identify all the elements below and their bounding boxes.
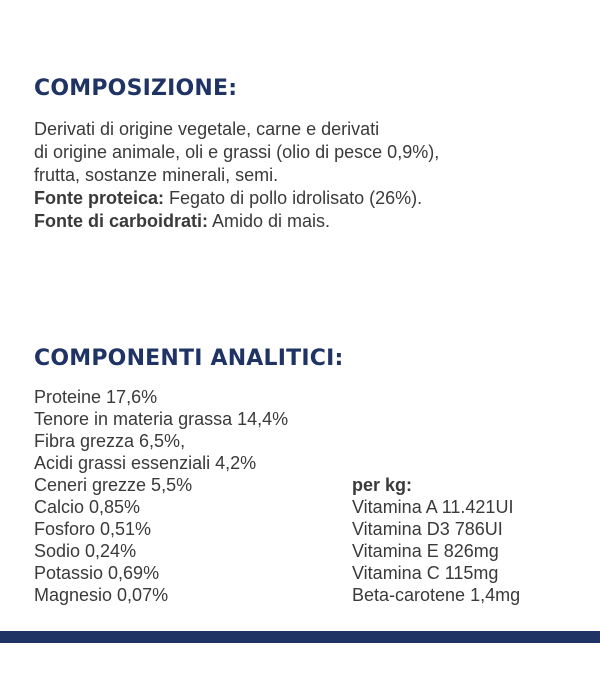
composition-line-3: frutta, sostanze minerali, semi.	[34, 165, 279, 185]
protein-source-value: Fegato di pollo idrolisato (26%).	[164, 188, 423, 208]
analytical-item: Calcio 0,85%	[34, 497, 141, 517]
carb-source-line	[34, 210, 594, 233]
analytical-item: Tenore in materia grassa 14,4%	[34, 409, 289, 429]
composition-line-1: Derivati di origine vegetale, carne e derivati	[34, 119, 380, 139]
analytical-item: Ceneri grezze 5,5%	[34, 475, 193, 495]
vitamin-item: Beta-carotene 1,4mg	[352, 585, 521, 605]
analytical-item: Fibra grezza 6,5%,	[34, 431, 186, 451]
analytical-item: Sodio 0,24%	[34, 541, 137, 561]
vitamins-list	[352, 474, 520, 606]
analytical-item: Fosforo 0,51%	[34, 519, 152, 539]
analytical-components-heading: COMPONENTI ANALITICI:	[34, 346, 344, 371]
bottom-divider-bar	[0, 631, 600, 643]
analytical-item: Magnesio 0,07%	[34, 585, 169, 605]
vitamin-item: Vitamina E 826mg	[352, 541, 499, 561]
analytical-item: Acidi grassi essenziali 4,2%	[34, 453, 257, 473]
vitamin-item: Vitamina C 115mg	[352, 563, 499, 583]
analytical-item: Proteine 17,6%	[34, 387, 158, 407]
composition-heading: COMPOSIZIONE:	[34, 76, 238, 101]
vitamin-item: Vitamina D3 786UI	[352, 519, 503, 539]
per-kg-label: per kg:	[352, 475, 413, 495]
analytical-item: Potassio 0,69%	[34, 563, 160, 583]
protein-source-line	[34, 187, 594, 210]
carb-source-label: Fonte di carboidrati:	[34, 211, 209, 231]
composition-text	[34, 118, 594, 233]
vitamin-item: Vitamina A 11.421UI	[352, 497, 514, 517]
composition-line-2: di origine animale, oli e grassi (olio di pesce 0,9%),	[34, 142, 440, 162]
protein-source-label: Fonte proteica:	[34, 188, 165, 208]
analytical-list	[34, 386, 288, 606]
carb-source-value: Amido di mais.	[208, 211, 331, 231]
